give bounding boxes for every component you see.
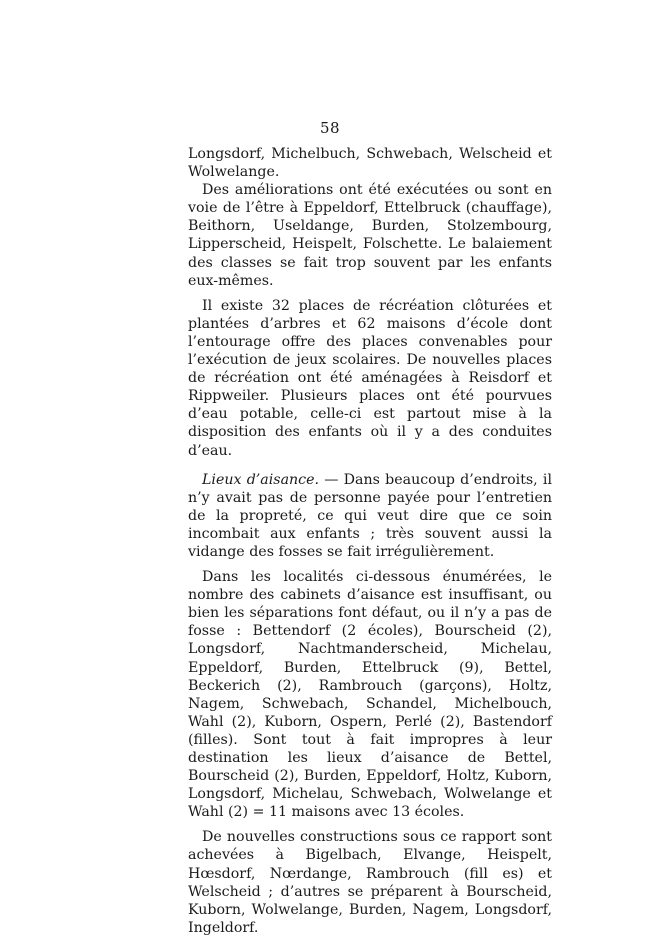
page-number: 58	[319, 119, 341, 137]
paragraph-4-text: — Dans beaucoup d’endroits, il n’y avait pas de personne payée pour l’entretien de la propreté, ce qui veut dire que ce soin incombait aux enfants ; très souvent aussi la vidange des fosses se fait irrégulièrement.	[188, 471, 552, 560]
paragraph-2-text: Des améliorations ont été exécutées ou sont en voie de l’être à Eppeldorf, Ettelbruck (chauffage), Beithorn, Useldange, Burden, Stolzembourg, Lipperscheid, Heispelt, Folschette. Le balaiement des classes se fait trop souvent par les enfants eux-mêmes.	[188, 182, 552, 289]
paragraph-3-text: Il existe 32 places de récréation clôturées et plantées d’arbres et 62 maisons d’école dont l’entourage offre des places convenables pour l’exécution de jeux scolaires. De nouvelles places de récréation ont été aménagées à Reisdorf et Rippweiler. Plusieurs places ont été pourvues d’eau potable, celle-ci est partout mise à la disposition des enfants où il y a des conduites d’eau.	[188, 297, 552, 459]
paragraph-5	[188, 568, 552, 821]
paragraph-1-text: Longsdorf, Michelbuch, Schwebach, Welscheid et Wolwelange.	[188, 146, 552, 181]
section-heading-lieux-daisance: Lieux d’aisance.	[202, 471, 320, 488]
body-text	[188, 145, 552, 937]
paragraph-5-text: Dans les localités ci-dessous énumérées, le nombre des cabinets d’aisance est insuffisant, ou bien les séparations font défaut, ou il n’y a pas de fosse : Bettendorf (2 écoles), Bourscheid (2), Longsdorf, Nachtmanderscheid, Michelau, Eppeldorf, Burden, Ettelbruck (9), Bettel, Beckerich (2), Rambrouch (garçons), Holtz, Nagem, Schwebach, Schandel, Michelbouch, Wahl (2), Kuborn, Ospern, Perlé (2), Bastendorf (filles). Sont tout à fait impropres à leur destination les lieux d’aisance de Bettel, Bourscheid (2), Burden, Eppeldorf, Holtz, Kuborn, Longsdorf, Michelau, Schwebach, Wolwelange et Wahl (2) = 11 maisons avec 13 écoles.	[188, 569, 552, 821]
paragraph-6-text: De nouvelles constructions sous ce rapport sont achevées à Bigelbach, Elvange, Heispelt, Hœsdorf, Nœrdange, Rambrouch (fill es) et Welscheid ; d’autres se préparent à Bourscheid, Kuborn, Wolwelange, Burden, Nagem, Longsdorf, Ingeldorf.	[188, 829, 552, 936]
paragraph-6	[188, 828, 552, 937]
paragraph-4	[188, 471, 552, 561]
paragraph-3	[188, 297, 552, 460]
paragraph-2	[188, 181, 552, 290]
paragraph-1	[188, 145, 552, 181]
